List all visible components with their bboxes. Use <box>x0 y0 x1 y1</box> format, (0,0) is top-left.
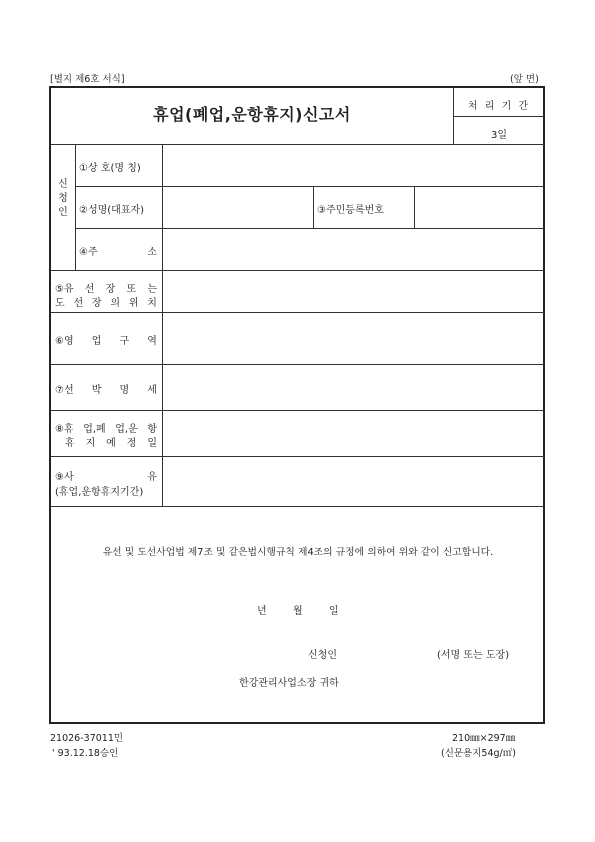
row-line <box>51 506 545 507</box>
date-day: 일 <box>329 606 339 617</box>
signature-note: (서명 또는 도장) <box>437 650 510 661</box>
page-side: (앞 면) <box>510 74 539 85</box>
footer-paper-size: 210㎜×297㎜ <box>452 733 516 744</box>
declaration-statement: 유선 및 도선사업법 제7조 및 같은법시행규칙 제4조의 규정에 의하여 위와 같이 신고합니다. <box>102 547 494 558</box>
name-field[interactable] <box>163 145 545 186</box>
processing-value: 3일 <box>490 130 508 141</box>
location-label-line2: 도 선 장 의 위 치 <box>55 298 157 309</box>
applicant-separator <box>75 144 76 270</box>
date-field[interactable] <box>163 411 545 456</box>
name-label: ①상 호(명 칭) <box>79 163 141 174</box>
resident-id-label: ③주민등록번호 <box>317 205 384 216</box>
address-label: ④주 소 <box>79 247 157 258</box>
processing-label: 처 리 기 간 <box>467 101 531 112</box>
representative-field[interactable] <box>163 187 313 228</box>
form-number: [별지 제6호 서식] <box>50 74 125 85</box>
applicant-group-label: 신 청 인 <box>58 179 68 218</box>
reason-label-line1: ⑨사 유 <box>55 472 157 483</box>
footer-code: 21026-37011민 <box>50 733 124 744</box>
area-label: ⑥영 업 구 역 <box>55 336 157 347</box>
location-field[interactable] <box>163 271 545 312</box>
vessels-label: ⑦선 박 명 세 <box>55 385 157 396</box>
date-month: 월 <box>293 606 303 617</box>
address-field[interactable] <box>163 229 545 270</box>
vessels-field[interactable] <box>163 365 545 410</box>
date-label-line2: 휴 지 예 정 일 <box>65 438 157 449</box>
date-label-line1: ⑧휴 업,폐 업,운 항 <box>55 424 157 435</box>
addressee: 한강관리사업소장 귀하 <box>239 678 339 689</box>
form-frame <box>49 86 545 724</box>
area-field[interactable] <box>163 313 545 364</box>
footer-paper-type: (신문용지54g/㎡) <box>441 748 516 759</box>
footer-approval: ' 93.12.18승인 <box>52 748 119 759</box>
processing-divider <box>453 116 545 117</box>
signer-label: 신청인 <box>308 650 337 661</box>
id-label-left <box>313 186 314 228</box>
reason-label-line2: (휴업,운항휴지기간) <box>55 487 144 498</box>
date-year: 년 <box>257 606 267 617</box>
resident-id-field[interactable] <box>415 187 545 228</box>
representative-label: ②성명(대표자) <box>79 205 145 216</box>
reason-field[interactable] <box>163 457 545 506</box>
form-title: 휴업(폐업,운항휴지)신고서 <box>153 105 351 124</box>
location-label-line1: ⑤유 선 장 또 는 <box>55 284 157 295</box>
